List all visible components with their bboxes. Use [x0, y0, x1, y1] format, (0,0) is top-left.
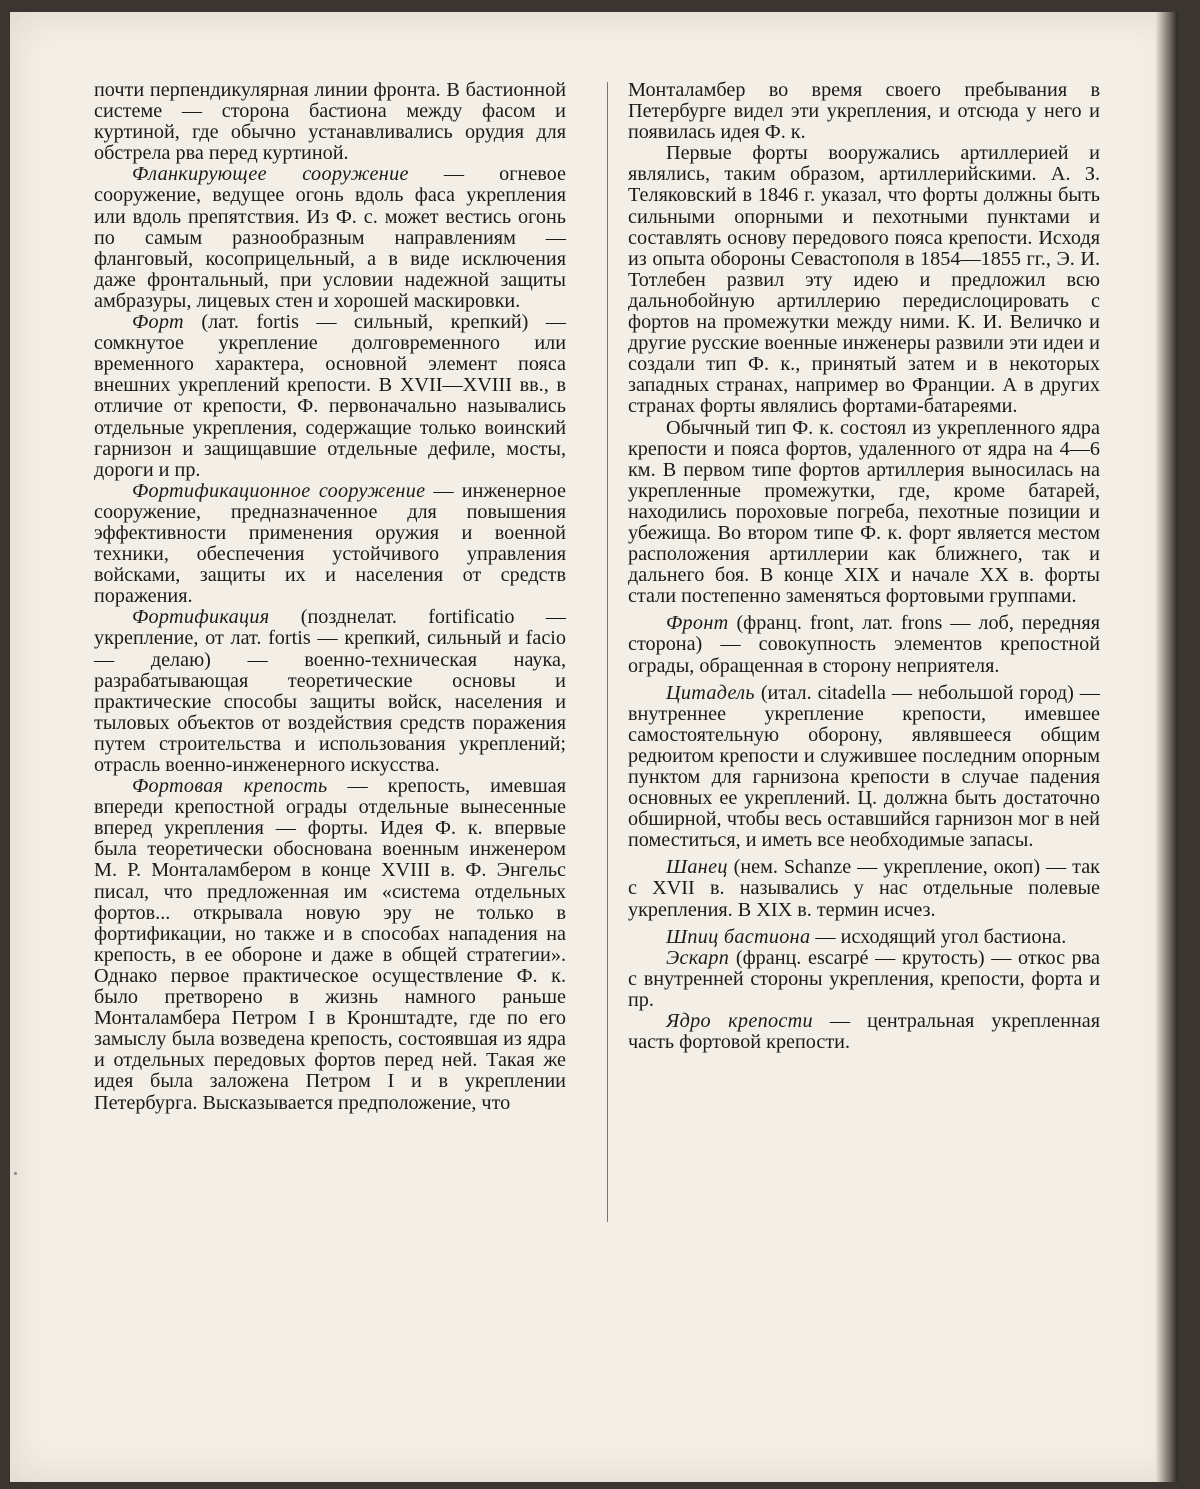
entry-bastion-spire — [628, 927, 1100, 948]
entry-term: Фронт — [666, 612, 729, 635]
right-column — [628, 80, 1100, 1053]
entry-continuation: почти перпендикулярная линии фронта. В бастионной системе — сторона бастиона между фасом и куртиной, где обычно устанавливались орудия для обстрела рва перед куртиной. — [94, 79, 566, 165]
entry-body: — центральная укрепленная часть фортовой крепости. — [628, 1010, 1100, 1054]
entry-term: Фортификационное сооружение — [132, 479, 426, 502]
entry-body: (нем. Schanze — укрепление, окоп) — так с XVII в. назывались у нас отдельные полевые укрепления. В XIX в. термин исчез. — [628, 856, 1100, 921]
left-column — [94, 80, 566, 1114]
entry-paragraph: Первые форты вооружались артиллерией и являлись, таким образом, артиллерийскими. А. З. Теляковский в 1846 г. указал, что форты должны быть сильными опорными и пехотными пунктами и составлять основу передового пояса крепости. Исходя из опыта обороны Севастополя в 1854—1855 гг., Э. И. Тотлебен развил эту идею и предложил всю дальнобойную артиллерию передислоцировать с фортов на промежутки между ними. К. И. Величко и другие русские военные инженеры развили эти идеи и создали тип Ф. к., принятый затем и в некоторых западных странах, например во Франции. А в других странах форты являлись фортами-батареями. — [628, 142, 1100, 418]
entry-body: (итал. citadella — небольшой город) — внутреннее укрепление крепости, имевшее самостоятельную оборону, являвшееся общим редюитом крепости и служившее последним опорным пунктом для гарнизона крепости в случае падения основных ее укреплений. Ц. должна быть достаточно обширной, чтобы весь оставшийся гарнизон мог в ней поместиться, и иметь все необходимые запасы. — [628, 681, 1100, 852]
entry-body: — инженерное сооружение, предназначенное для повышения эффективности применения оружия и военной техники, обеспечения устойчивого управления войсками, защиты их и населения от средств поражения. — [94, 479, 566, 608]
entry-flanking-structure — [94, 164, 566, 312]
entry-term: Шпиц бастиона — [666, 925, 811, 948]
page-edge-shadow — [1156, 12, 1178, 1482]
entry-front — [628, 613, 1100, 676]
entry-body: (франц. escarpé — крутость) — откос рва с внутренней стороны укрепления, крепости, форта и пр. — [628, 946, 1100, 1011]
entry-fort-fortress — [94, 776, 566, 1114]
entry-fort — [94, 312, 566, 481]
entry-body: — крепость, имевшая впереди крепостной ограды отдельные вынесенные вперед укрепления — форты. Идея Ф. к. впервые была теоретически обоснована военным инженером М. Р. Монталамбером в конце XVIII в. Ф. Энгельс писал, что предложенная им «система отдельных фортов... открывала новую эру не только в фортификации, но также и в способах нападения на крепость, в ее обороне и даже в общей стратегии». Однако первое практическое осуществление Ф. к. было претворено в жизнь намного раньше Монталамбера Петром I в Кронштадте, где по его замыслу была возведена крепость, состоявшая из ядра и отдельных передовых фортов перед ней. Такая же идея была заложена Петром I и в укреплении Петербурга. Высказывается предположение, что — [94, 775, 566, 1114]
entry-body: — огневое сооружение, ведущее огонь вдоль фаса укрепления или вдоль препятствия. Из Ф. с. может вестись огонь по самым разнообразным направлениям — фланговый, косоприцельный, а в виде исключения даже фронтальный, при условии надежной защиты амбразуры, лицевых стен и хорошей маскировки. — [94, 163, 566, 312]
entry-term: Цитадель — [666, 681, 755, 704]
entry-term: Фланкирующее сооружение — [132, 163, 409, 186]
entry-term: Эскарп — [666, 946, 730, 969]
entry-citadel — [628, 683, 1100, 852]
entry-fortification-structure — [94, 481, 566, 608]
entry-schanze — [628, 857, 1100, 920]
entry-body: (позднелат. fortificatio — укрепление, от лат. fortis — крепкий, сильный и facio — делаю) — военно-техническая наука, разрабатывающая теоретические основы и практические способы защиты войск, населения и тыловых объектов от воздействия средств поражения путем строительства и использования укреплений; отрасль военно-инженерного искусства. — [94, 606, 566, 776]
entry-term: Форт — [132, 311, 184, 334]
entry-continuation: Монталамбер во время своего пребывания в Петербурге видел эти укрепления, и отсюда у него и появилась идея Ф. к. — [628, 79, 1100, 144]
entry-escarp — [628, 948, 1100, 1011]
entry-term: Фортификация — [132, 606, 270, 629]
entry-term: Фортовая крепость — [132, 775, 328, 798]
page-speck — [14, 1172, 17, 1175]
book-page — [10, 12, 1178, 1482]
column-divider — [607, 82, 608, 1222]
entry-paragraph: Обычный тип Ф. к. состоял из укрепленного ядра крепости и пояса фортов, удаленного от ядра на 4—6 км. В первом типе фортов артиллерия выносилась на укрепленные промежутки, где, кроме батарей, находились пороховые погреба, пехотные позиции и убежища. Во втором типе Ф. к. форт является местом расположения артиллерии как ближнего, так и дальнего боя. В конце XIX и начале XX в. форты стали постепенно заменяться фортовыми группами. — [628, 416, 1100, 608]
entry-body: — исходящий угол бастиона. — [810, 925, 1067, 948]
entry-term: Ядро крепости — [666, 1010, 813, 1033]
entry-term: Шанец — [666, 856, 728, 879]
entry-body: (франц. front, лат. frons — лоб, передняя сторона) — совокупность элементов крепостной ограды, обращенная в сторону неприятеля. — [628, 612, 1100, 677]
entry-fortification — [94, 607, 566, 776]
entry-fortress-core — [628, 1011, 1100, 1053]
entry-body: (лат. fortis — сильный, крепкий) — сомкнутое укрепление долговременного или временного характера, основной элемент пояса внешних укреплений крепости. В XVII—XVIII вв., в отличие от крепости, Ф. первоначально назывались отдельные укрепления, содержащие только воинский гарнизон и защищавшие отдельные дефиле, мосты, дороги и пр. — [94, 311, 566, 481]
